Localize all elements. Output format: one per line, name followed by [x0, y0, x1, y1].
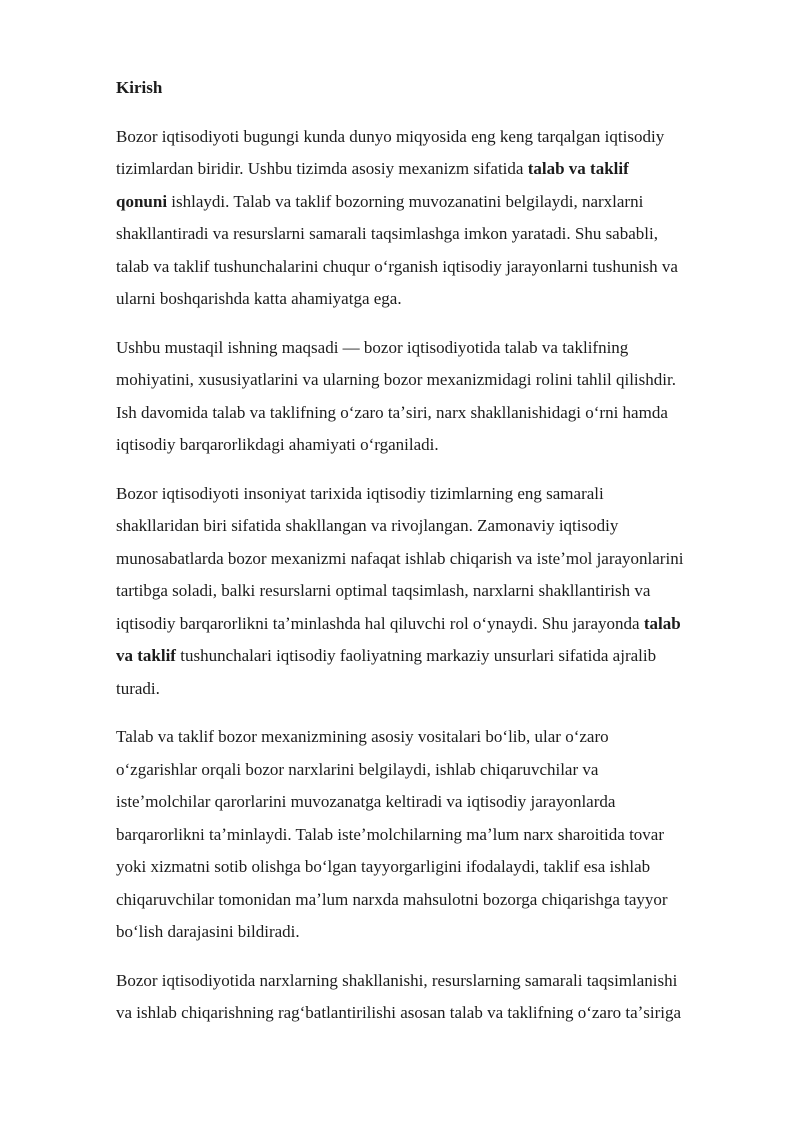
paragraph-3 [116, 478, 746, 706]
paragraph-line: tizimlardan biridir. Ushbu tizimda asosiy mexanizm sifatida talab va taklif [116, 159, 629, 178]
bold-term: talab [643, 613, 681, 633]
paragraph-line: iqtisodiy barqarorlikni taʼminlashda hal qiluvchi rol oʻynaydi. Shu jarayonda talab [116, 613, 681, 633]
paragraph-line: boʻlish darajasini bildiradi. [116, 922, 300, 941]
bold-term: va taklif [116, 646, 176, 665]
paragraph-line: Ish davomida talab va taklifning oʻzaro taʼsiri, narx shakllanishidagi oʻrni hamda [116, 402, 668, 422]
document-body [116, 72, 746, 1046]
paragraph-line: qonuni ishlaydi. Talab va taklif bozorning muvozanatini belgilaydi, narxlarni [116, 191, 644, 211]
paragraph-5 [116, 965, 746, 1030]
paragraph-4 [116, 721, 746, 949]
paragraph-line: isteʼmolchilar qarorlarini muvozanatga keltiradi va iqtisodiy jarayonlarda [116, 792, 616, 811]
paragraph-line: Bozor iqtisodiyoti bugungi kunda dunyo miqyosida eng keng tarqalgan iqtisodiy [116, 126, 665, 146]
paragraph-line: va taklif tushunchalari iqtisodiy faoliyatning markaziy unsurlari sifatida ajralib [116, 646, 657, 665]
paragraph-line: va ishlab chiqarishning ragʻbatlantirilishi asosan talab va taklifning oʻzaro taʼsiriga [116, 1003, 682, 1022]
bold-term: talab va taklif [527, 159, 629, 178]
paragraph-line: yoki xizmatni sotib olishga boʻlgan tayyorgarligini ifodalaydi, taklif esa ishlab [116, 857, 651, 876]
paragraph-line: Bozor iqtisodiyotida narxlarning shakllanishi, resurslarning samarali taqsimlanishi [116, 970, 678, 990]
section-heading: Kirish [116, 78, 163, 97]
paragraph-line: talab va taklif tushunchalarini chuqur oʻrganish iqtisodiy jarayonlarni tushunish va [116, 256, 678, 276]
paragraph-1 [116, 121, 746, 316]
paragraph-line: munosabatlarda bozor mexanizmi nafaqat ishlab chiqarish va isteʼmol jarayonlarini [116, 548, 684, 568]
paragraph-2 [116, 332, 746, 462]
paragraph-line: Ushbu mustaqil ishning maqsadi — bozor iqtisodiyotida talab va taklifning [116, 337, 629, 357]
paragraph-line: turadi. [116, 678, 160, 698]
paragraph-line: tartibga soladi, balki resurslarni optimal taqsimlash, narxlarni shakllantirish va [116, 581, 651, 600]
paragraph-line: Talab va taklif bozor mexanizmining asosiy vositalari boʻlib, ular oʻzaro [116, 727, 609, 746]
paragraph-line: ularni boshqarishda katta ahamiyatga ega. [116, 289, 402, 308]
paragraph-line: mohiyatini, xususiyatlarini va ularning bozor mexanizmidagi rolini tahlil qilishdir. [116, 370, 676, 389]
paragraph-line: iqtisodiy barqarorlikdagi ahamiyati oʻrganiladi. [116, 435, 439, 454]
paragraph-line: oʻzgarishlar orqali bozor narxlarini belgilaydi, ishlab chiqaruvchilar va [116, 759, 599, 779]
paragraph-line: chiqaruvchilar tomonidan maʼlum narxda mahsulotni bozorga chiqarishga tayyor [116, 889, 668, 909]
paragraph-line: shakllaridan biri sifatida shakllangan va rivojlangan. Zamonaviy iqtisodiy [116, 516, 619, 535]
paragraph-line: shakllantiradi va resurslarni samarali taqsimlashga imkon yaratadi. Shu sababli, [116, 224, 658, 243]
paragraph-line: Bozor iqtisodiyoti insoniyat tarixida iqtisodiy tizimlarning eng samarali [116, 483, 604, 503]
paragraph-line: barqarorlikni taʼminlaydi. Talab isteʼmolchilarning maʼlum narx sharoitida tovar [116, 824, 665, 844]
bold-term: qonuni [116, 191, 168, 211]
